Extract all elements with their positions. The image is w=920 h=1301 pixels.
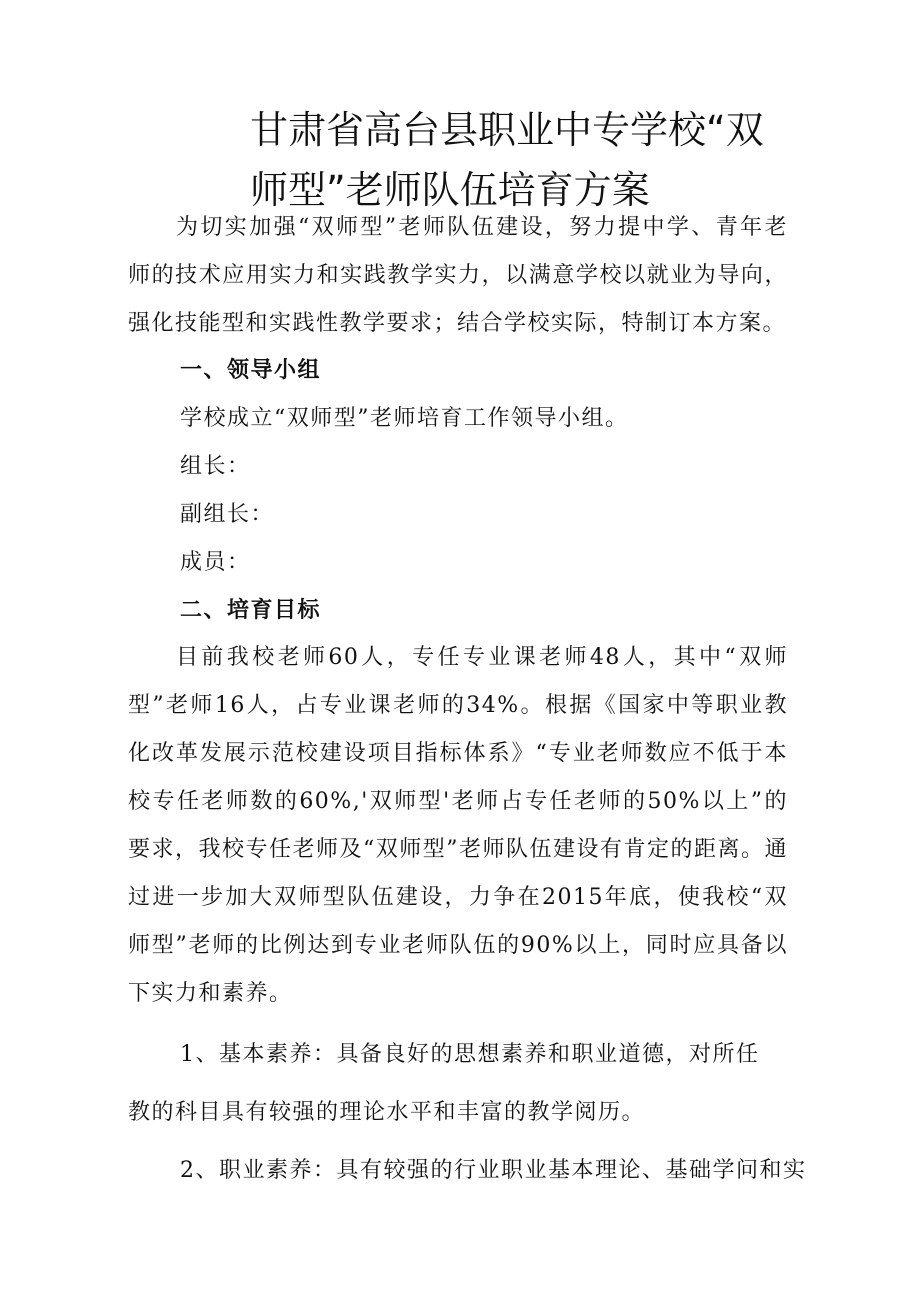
item-basic-quality-line1: 1、基本素养：具备良好的思想素养和职业道德，对所任 [180, 1042, 760, 1067]
goals-paragraph: 目前我校老师60人，专任专业课老师48人，其中“双师型”老师16人，占专业课老师的34%。根据《国家中等职业教化改革发展示范校建设项目指标体系》“专业老师数应不低于本校专任老师数的60%,'双师型'老师占专任老师的50%以上”的要求，我校专任老师及“双师型”老师队伍建设有肯定的距离。通过进一步加大双师型队伍建设，力争在2015年底，使我校“双师型”老师的比例达到专业老师队伍的90%以上，同时应具备以下实力和素养。 [128, 645, 788, 1006]
leadership-statement: 学校成立“双师型”老师培育工作领导小组。 [180, 406, 629, 431]
leader-label: 组长： [180, 454, 251, 479]
item-professional-quality-line1: 2、职业素养：具有较强的行业职业基本理论、基础学问和实 [180, 1158, 807, 1183]
section-heading-goals: 二、培育目标 [180, 598, 322, 623]
intro-paragraph: 为切实加强“双师型”老师队伍建设，努力提中学、青年老师的技术应用实力和实践教学实力，以满意学校以就业为导向，强化技能型和实践性教学要求；结合学校实际，特制订本方案。 [128, 215, 788, 336]
members-label: 成员： [180, 550, 251, 575]
item-basic-quality-line2: 教的科目具有较强的理论水平和丰富的教学阅历。 [128, 1100, 646, 1125]
document-title: 甘肃省高台县职业中专学校“双师型”老师队伍培育方案 [250, 108, 764, 212]
deputy-leader-label: 副组长： [180, 502, 275, 527]
section-heading-leadership: 一、领导小组 [180, 358, 322, 383]
